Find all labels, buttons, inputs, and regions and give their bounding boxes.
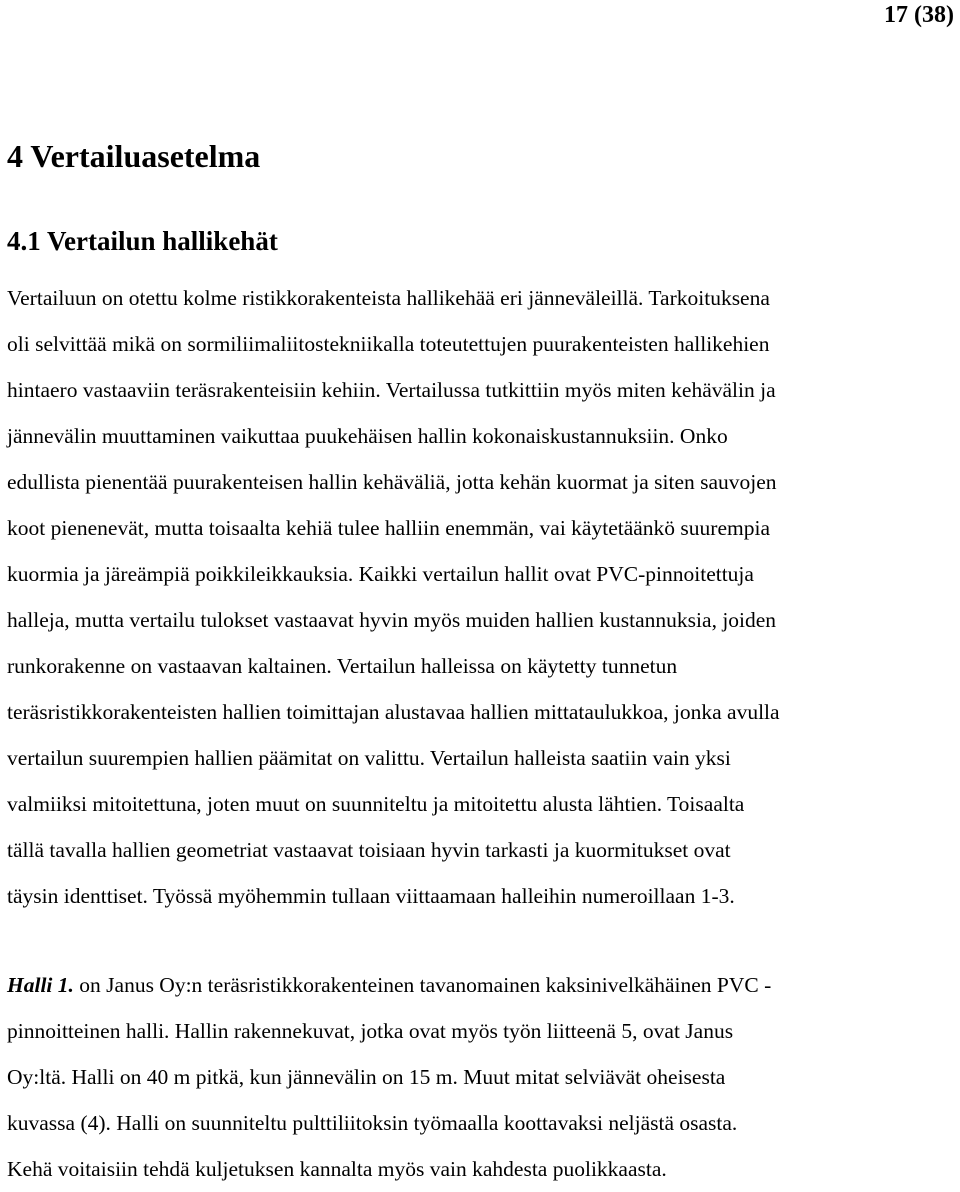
chapter-title: 4 Vertailuasetelma <box>7 138 261 174</box>
page-number: 17 (38) <box>884 2 954 28</box>
paragraph-line: runkorakenne on vastaavan kaltainen. Vertailun halleissa on käytetty tunnetun <box>7 654 678 678</box>
paragraph-line: tällä tavalla hallien geometriat vastaavat toisiaan hyvin tarkasti ja kuormitukset ovat <box>7 838 731 862</box>
paragraph-line: halleja, mutta vertailu tulokset vastaavat hyvin myös muiden hallien kustannuksia, joiden <box>7 608 777 632</box>
paragraph-line: vertailun suurempien hallien päämitat on valittu. Vertailun halleista saatiin vain yksi <box>7 746 731 770</box>
paragraph-line: edullista pienentää puurakenteisen hallin kehäväliä, jotta kehän kuormat ja siten sauvojen <box>7 470 777 494</box>
paragraph-line: teräsristikkorakenteisten hallien toimittajan alustavaa hallien mittataulukkoa, jonka avulla <box>7 700 780 724</box>
paragraph-line: koot pienenevät, mutta toisaalta kehiä tulee halliin enemmän, vai käytetäänkö suurempia <box>7 516 770 540</box>
paragraph-line: täysin identtiset. Työssä myöhemmin tullaan viittaamaan halleihin numeroillaan 1-3. <box>7 884 735 908</box>
paragraph-line: jännevälin muuttaminen vaikuttaa puukehäisen hallin kokonaiskustannuksiin. Onko <box>7 424 728 448</box>
paragraph-line: kuormia ja järeämpiä poikkileikkauksia. Kaikki vertailun hallit ovat PVC-pinnoitettuja <box>7 562 754 586</box>
paragraph-line: pinnoitteinen halli. Hallin rakennekuvat, jotka ovat myös työn liitteenä 5, ovat Janus <box>7 1019 734 1043</box>
paragraph-line: Oy:ltä. Halli on 40 m pitkä, kun jännevälin on 15 m. Muut mitat selviävät oheisesta <box>7 1065 726 1089</box>
paragraph-line: oli selvittää mikä on sormiliimaliitostekniikalla toteutettujen puurakenteisten hallikehien <box>7 332 770 356</box>
paragraph-line: kuvassa (4). Halli on suunniteltu pulttiliitoksin työmaalla koottavaksi neljästä osasta. <box>7 1111 738 1135</box>
section-title: 4.1 Vertailun hallikehät <box>7 226 278 256</box>
paragraph-line <box>7 962 771 1008</box>
halli-1-label: Halli 1. <box>7 973 74 997</box>
paragraph-line: Vertailuun on otettu kolme ristikkorakenteista hallikehää eri jänneväleillä. Tarkoituksena <box>7 286 770 310</box>
paragraph-line: hintaero vastaaviin teräsrakenteisiin kehiin. Vertailussa tutkittiin myös miten kehävälin ja <box>7 378 776 402</box>
paragraph-intro <box>7 275 780 919</box>
paragraph-line-rest: on Janus Oy:n teräsristikkorakenteinen tavanomainen kaksinivelkähäinen PVC - <box>73 973 772 997</box>
paragraph-line: valmiiksi mitoitettuna, joten muut on suunniteltu ja mitoitettu alusta lähtien. Toisaalta <box>7 792 745 816</box>
paragraph-line: Kehä voitaisiin tehdä kuljetuksen kannalta myös vain kahdesta puolikkaasta. <box>7 1157 667 1181</box>
paragraph-halli-1 <box>7 962 771 1192</box>
